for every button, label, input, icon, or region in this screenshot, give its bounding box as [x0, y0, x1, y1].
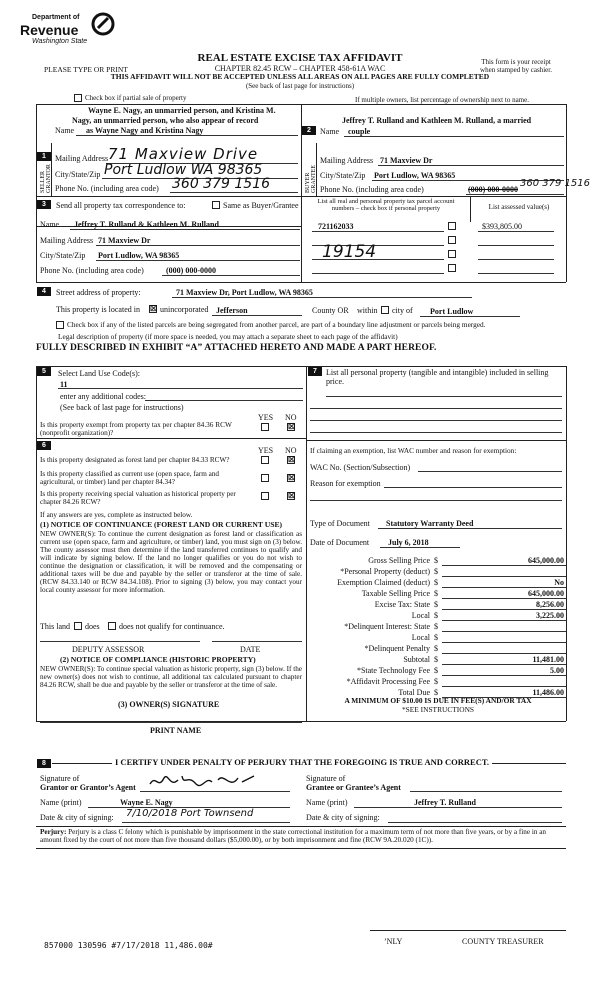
- exempt-no-checkbox[interactable]: ☒: [288, 422, 296, 431]
- logo-dept: Department of: [32, 14, 80, 21]
- section-3-badge: 3: [37, 200, 51, 209]
- seller-name-label: Name: [55, 126, 75, 135]
- doc-type-label: Type of Document: [310, 519, 370, 528]
- s5-yes-header: YES: [258, 413, 274, 422]
- tax-row-label: *Affidavit Processing Fee: [346, 677, 430, 686]
- see-instructions: *SEE INSTRUCTIONS: [401, 705, 475, 714]
- seller-name-line3: as Wayne Nagy and Kristina Nagy: [86, 126, 204, 135]
- tax-row-value[interactable]: 645,000.00: [528, 556, 564, 565]
- tax-table: [310, 556, 566, 697]
- doc-date-label: Date of Document: [310, 538, 370, 547]
- city-of-checkbox[interactable]: [381, 306, 389, 314]
- buyer-name-line2: couple: [348, 127, 371, 136]
- street-label: Street address of property:: [56, 288, 141, 297]
- land-does-not-checkbox[interactable]: [108, 622, 116, 630]
- city-of-label: city of: [392, 306, 413, 315]
- s3-name-label: Name: [40, 220, 60, 229]
- seller-side-label: SELLER GRANTOR: [40, 164, 52, 193]
- parcel-personal-checkbox-1[interactable]: [448, 222, 456, 230]
- section-2-badge: 2: [302, 126, 316, 135]
- county-value[interactable]: Jefferson: [216, 306, 248, 315]
- parcel-number[interactable]: 721162033: [318, 222, 354, 231]
- assessed-header: List assessed value(s): [488, 203, 550, 211]
- notice-compliance-title: (2) NOTICE OF COMPLIANCE (HISTORIC PROPERTY): [60, 655, 256, 664]
- tax-row-dollar: $: [434, 666, 438, 675]
- tax-row-label: Exemption Claimed (deduct): [337, 578, 430, 587]
- certify-statement: I CERTIFY UNDER PENALTY OF PERJURY THAT THE FOREGOING IS TRUE AND CORRECT.: [112, 758, 492, 768]
- same-as-buyer-label: Same as Buyer/Grantee: [223, 201, 299, 210]
- buyer-side-label: BUYER GRANTEE: [305, 165, 317, 193]
- seller-mail-label: Mailing Address: [55, 154, 109, 163]
- tax-row-line: [442, 653, 566, 654]
- seller-phone-value[interactable]: 360 379 1516: [172, 176, 270, 192]
- parcel-header: [303, 198, 469, 213]
- seller-mail-value[interactable]: 71 Maxview Drive: [108, 145, 259, 163]
- wac-label: WAC No. (Section/Subsection): [310, 463, 411, 472]
- buyer-name-line1: Jeffrey T. Rulland and Kathleen M. Rulland, a married: [342, 116, 532, 125]
- parcel-personal-checkbox-4[interactable]: [448, 264, 456, 272]
- notice-compliance-body: NEW OWNER(S): To continue special valuation as historic property, sign (3) below. If the new owner(s) does not wish to continue, all additional tax calculated pursuant to chapter 84.26 RCW, shall be due and payable by the seller or transferor at the time of sale.: [40, 665, 302, 690]
- s5-no-header: NO: [285, 413, 297, 422]
- buyer-city-value[interactable]: Port Ludlow, WA 98365: [374, 171, 456, 180]
- grantor-name-value[interactable]: Wayne E. Nagy: [120, 798, 173, 807]
- exempt-question: Is this property exempt from property tax per chapter 84.36 RCW (nonprofit organization)?: [40, 420, 232, 438]
- county-or-label: County OR: [312, 306, 349, 315]
- tax-row-value[interactable]: 11,481.00: [532, 655, 564, 664]
- personal-property-label: List all personal property (tangible and intangible) included in selling price.: [326, 368, 549, 387]
- tax-row-label: Subtotal: [403, 655, 430, 664]
- s3-city-value[interactable]: Port Ludlow, WA 98365: [98, 251, 180, 260]
- forest-question: Is this property designated as forest land per chapter 84.33 RCW?: [40, 456, 230, 464]
- forest-no-checkbox[interactable]: ☒: [288, 455, 296, 464]
- historic-yes-checkbox[interactable]: [261, 492, 269, 500]
- segregated-checkbox[interactable]: [56, 321, 64, 329]
- buyer-phone-handwritten[interactable]: 360 379 1516: [520, 178, 590, 189]
- exempt-yes-checkbox[interactable]: [261, 423, 269, 431]
- s3-city-label: City/State/Zip: [40, 251, 86, 260]
- land-does-checkbox[interactable]: [74, 622, 82, 630]
- s3-mail-value[interactable]: 71 Maxview Dr: [98, 236, 151, 245]
- tax-row-dollar: $: [434, 556, 438, 565]
- tax-row-line: [442, 664, 566, 665]
- unincorporated-checkbox[interactable]: ☒: [150, 304, 158, 313]
- type-or-print: PLEASE TYPE OR PRINT: [44, 65, 128, 74]
- parcel-personal-checkbox-2[interactable]: [448, 236, 456, 244]
- multiple-owners-note: If multiple owners, list percentage of ownership next to name.: [355, 96, 529, 104]
- section-8-badge: 8: [37, 759, 51, 768]
- legal-description-label: Legal description of property (if more space is needed, you may attach a separate sheet to each page of the affidavit): [58, 332, 398, 341]
- only-label: ʼNLY: [384, 937, 403, 946]
- tax-row-dollar: $: [434, 644, 438, 653]
- historic-no-checkbox[interactable]: ☒: [288, 491, 296, 500]
- segregated-label: Check box if any of the listed parcels are being segregated from another parcel, are part of a boundary line adjustment or parcels being merged.: [67, 320, 486, 329]
- receipt-line2: when stamped by cashier.: [480, 66, 552, 75]
- receipt-line1: This form is your receipt: [481, 58, 551, 66]
- section-1-badge: 1: [37, 152, 51, 161]
- handwritten-number: 19154: [322, 242, 377, 262]
- s3-phone-label: Phone No. (including area code): [40, 266, 144, 275]
- form-chapter: CHAPTER 82.45 RCW – CHAPTER 458-61A WAC: [214, 64, 386, 73]
- buyer-mail-value[interactable]: 71 Maxview Dr: [380, 156, 433, 165]
- land-does-not-label: does not qualify for continuance.: [119, 622, 225, 631]
- seller-city-value[interactable]: Port Ludlow WA 98365: [104, 162, 263, 178]
- grantee-sig-label-2: Grantee or Grantee’s Agent: [306, 783, 401, 793]
- tax-row-label: Excise Tax: State: [374, 600, 430, 609]
- tax-row-line: [442, 642, 566, 643]
- land-does-label: does: [85, 622, 100, 631]
- forest-yes-checkbox[interactable]: [261, 456, 269, 464]
- perjury-bold: Perjury:: [40, 828, 67, 836]
- buyer-name-label: Name: [320, 127, 340, 136]
- tax-row-line: [442, 675, 566, 676]
- within-label: within: [357, 306, 378, 315]
- form-title: REAL ESTATE EXCISE TAX AFFIDAVIT: [197, 52, 403, 64]
- grantor-sig-label-2: Grantor or Grantor’s Agent: [40, 783, 136, 793]
- grantee-name-label: Name (print): [306, 798, 348, 807]
- tax-row-line: [442, 565, 566, 566]
- print-name-label: PRINT NAME: [150, 726, 202, 735]
- exhibit-a-text: FULLY DESCRIBED IN EXHIBIT “A” ATTACHED HERETO AND MADE A PART HEREOF.: [36, 343, 437, 353]
- tax-row-dollar: $: [434, 578, 438, 587]
- same-as-buyer-checkbox[interactable]: [212, 201, 220, 209]
- tax-row-line: [442, 598, 566, 599]
- tax-row-dollar: $: [434, 567, 438, 576]
- tax-row-dollar: $: [434, 677, 438, 686]
- tax-row-value[interactable]: No: [554, 578, 564, 587]
- tax-row-dollar: $: [434, 633, 438, 642]
- county-treasurer-label: COUNTY TREASURER: [462, 937, 544, 946]
- minimum-due-note: A MINIMUM OF $10.00 IS DUE IN FEE(S) AND/OR TAX: [344, 696, 532, 705]
- tax-row-label: *Delinquent Interest: State: [344, 622, 430, 631]
- reason-label: Reason for exemption: [310, 479, 381, 488]
- tax-row-value[interactable]: 8,256.00: [536, 600, 564, 609]
- cashier-stamp: 857000 130596 #7/17/2018 11,486.00#: [44, 941, 213, 950]
- s3-mail-label: Mailing Address: [40, 236, 94, 245]
- form-notice: THIS AFFIDAVIT WILL NOT BE ACCEPTED UNLESS ALL AREAS ON ALL PAGES ARE FULLY COMPLETED: [110, 72, 490, 81]
- tax-row-dollar: $: [434, 622, 438, 631]
- parcel-header-1: List all real and personal property tax parcel account: [317, 198, 455, 205]
- unincorporated-label: unincorporated: [160, 305, 209, 314]
- buyer-city-label: City/State/Zip: [320, 171, 366, 180]
- section-7-badge: 7: [308, 367, 322, 376]
- perjury-notice: [40, 828, 564, 845]
- tax-row-line: [442, 609, 566, 610]
- seller-phone-label: Phone No. (including area code): [55, 184, 159, 193]
- form-see-back: (See back of last page for instructions): [245, 82, 355, 90]
- section-4-badge: 4: [37, 287, 51, 296]
- logo-revenue: Revenue: [20, 22, 79, 38]
- current-use-no-checkbox[interactable]: ☒: [288, 473, 296, 482]
- grantee-name-value[interactable]: Jeffrey T. Rulland: [414, 798, 477, 807]
- tax-row-value[interactable]: 3,225.00: [536, 611, 564, 620]
- tax-row-line: [442, 620, 566, 621]
- grantee-date-label: Date & city of signing:: [306, 813, 380, 822]
- this-land-label: This land: [40, 622, 70, 631]
- dor-logo: [18, 12, 128, 50]
- seller-city-label: City/State/Zip: [55, 170, 101, 179]
- land-use-label: Select Land Use Code(s):: [58, 369, 140, 378]
- s6-yes-header: YES: [258, 446, 274, 455]
- grantee-sig-label-1: Signature of: [306, 774, 346, 783]
- tax-row-dollar: $: [434, 589, 438, 598]
- current-use-question: Is this property classified as current use (open space, farm and agricultural, or timber) land per chapter 84.34?: [40, 470, 220, 487]
- tax-row-label: *State Technology Fee: [356, 666, 430, 675]
- grantor-name-label: Name (print): [40, 798, 82, 807]
- dor-swirl-icon: [90, 12, 116, 36]
- logo-wa: Washington State: [32, 38, 88, 45]
- doc-type-value[interactable]: Statutory Warranty Deed: [386, 519, 474, 528]
- s5-see-back: (See back of last page for instructions): [60, 403, 184, 412]
- grantor-date-value[interactable]: 7/10/2018 Port Townsend: [126, 808, 254, 819]
- grantor-date-label: Date & city of signing:: [40, 813, 114, 822]
- tax-row-label: Gross Selling Price: [368, 556, 430, 565]
- s3-label: Send all property tax correspondence to:: [56, 201, 186, 210]
- current-use-yes-checkbox[interactable]: [261, 474, 269, 482]
- additional-codes-label: enter any additional codes:: [60, 392, 146, 401]
- tax-row-label: Local: [411, 611, 430, 620]
- perjury-text: Perjury is a class C felony which is punishable by imprisonment in the state correctional institution for a maximum term of not more than five years, or by a fine in an amount fixed by the court of not more than five thousand dollars ($5,000.00), or by both imprisonment and fine (RCW 9A.20.020 (1C)).: [40, 828, 546, 845]
- tax-row-dollar: $: [434, 655, 438, 664]
- section-5-badge: 5: [37, 367, 51, 376]
- s3-phone-value[interactable]: (000) 000-0000: [166, 266, 216, 275]
- tax-row-value[interactable]: 5.00: [550, 666, 564, 675]
- tax-row-value[interactable]: 11,486.00: [532, 688, 564, 697]
- partial-sale-checkbox[interactable]: [74, 94, 82, 102]
- exemption-question: If claiming an exemption, list WAC number and reason for exemption:: [310, 446, 517, 455]
- parcel-header-2: numbers – check box if personal property: [331, 205, 441, 213]
- buyer-phone-value[interactable]: (000) 000-0000: [468, 185, 518, 194]
- parcel-personal-checkbox-3[interactable]: [448, 250, 456, 258]
- tax-row-dollar: $: [434, 688, 438, 697]
- tax-row-line: [442, 587, 566, 588]
- tax-row-label: *Personal Property (deduct): [340, 567, 430, 576]
- historic-question: Is this property receiving special valuation as historical property per chapter 84.26 RCW?: [40, 490, 236, 507]
- tax-row-dollar: $: [434, 600, 438, 609]
- seller-name-line2: Nagy, an unmarried person, who also appear of record: [72, 116, 259, 125]
- tax-row-value[interactable]: 645,000.00: [528, 589, 564, 598]
- street-value[interactable]: 71 Maxview Dr, Port Ludlow, WA 98365: [176, 288, 313, 297]
- land-use-code[interactable]: 11: [60, 380, 68, 389]
- section-6-badge: 6: [37, 441, 51, 450]
- assessed-value[interactable]: $393,805.00: [482, 222, 522, 231]
- location-label: This property is located in: [56, 305, 140, 314]
- tax-row-label: Local: [411, 633, 430, 642]
- tax-row-line: [442, 576, 566, 577]
- receipt-note: [466, 58, 566, 74]
- deputy-date-label: DATE: [240, 645, 261, 654]
- seller-name-line1: Wayne E. Nagy, an unmarried person, and Kristina M.: [88, 106, 276, 115]
- owner-signature-label: (3) OWNER(S) SIGNATURE: [118, 700, 220, 709]
- tax-row-label: *Delinquent Penalty: [364, 644, 430, 653]
- partial-sale-label: Check box if partial sale of property: [85, 94, 187, 102]
- tax-row-dollar: $: [434, 611, 438, 620]
- tax-row-label: Total Due: [398, 688, 430, 697]
- s6-no-header: NO: [285, 446, 297, 455]
- doc-date-value[interactable]: July 6, 2018: [388, 538, 429, 547]
- s3-name-value[interactable]: Jeffrey T. Rulland & Kathleen M. Rulland: [74, 220, 219, 229]
- grantee-sig-label: [306, 774, 401, 792]
- grantor-sig-label-1: Signature of: [40, 774, 80, 783]
- tax-row-label: Taxable Selling Price: [361, 589, 430, 598]
- notice-continuance-title: (1) NOTICE OF CONTINUANCE (FOREST LAND OR CURRENT USE): [40, 520, 283, 529]
- deputy-assessor-label: DEPUTY ASSESSOR: [72, 645, 145, 654]
- buyer-phone-label: Phone No. (including area code): [320, 185, 424, 194]
- buyer-mail-label: Mailing Address: [320, 156, 374, 165]
- tax-row-line: [442, 686, 566, 687]
- if-yes-note: If any answers are yes, complete as instructed below.: [40, 511, 193, 519]
- city-value[interactable]: Port Ludlow: [430, 307, 474, 316]
- notice-continuance-body: NEW OWNER(S): To continue the current designation as forest land or classification as current use (open space, farm and agriculture, or timber) land, you must sign on (3) below. The county assessor must then determine if the land transferred continues to qualify and will indicate by signing below. If the land no longer qualifies or you do not wish to continue the designation or classification, it will be removed and the compensating or additional taxes will be due and payable by the seller or transferor at the time of sale. (RCW 84.33.140 or RCW 84.34.108). Prior to signing (3) below, you may contact your local county assessor for more information.: [40, 530, 302, 595]
- tax-row-line: [442, 631, 566, 632]
- grantor-sig-label: [40, 774, 136, 792]
